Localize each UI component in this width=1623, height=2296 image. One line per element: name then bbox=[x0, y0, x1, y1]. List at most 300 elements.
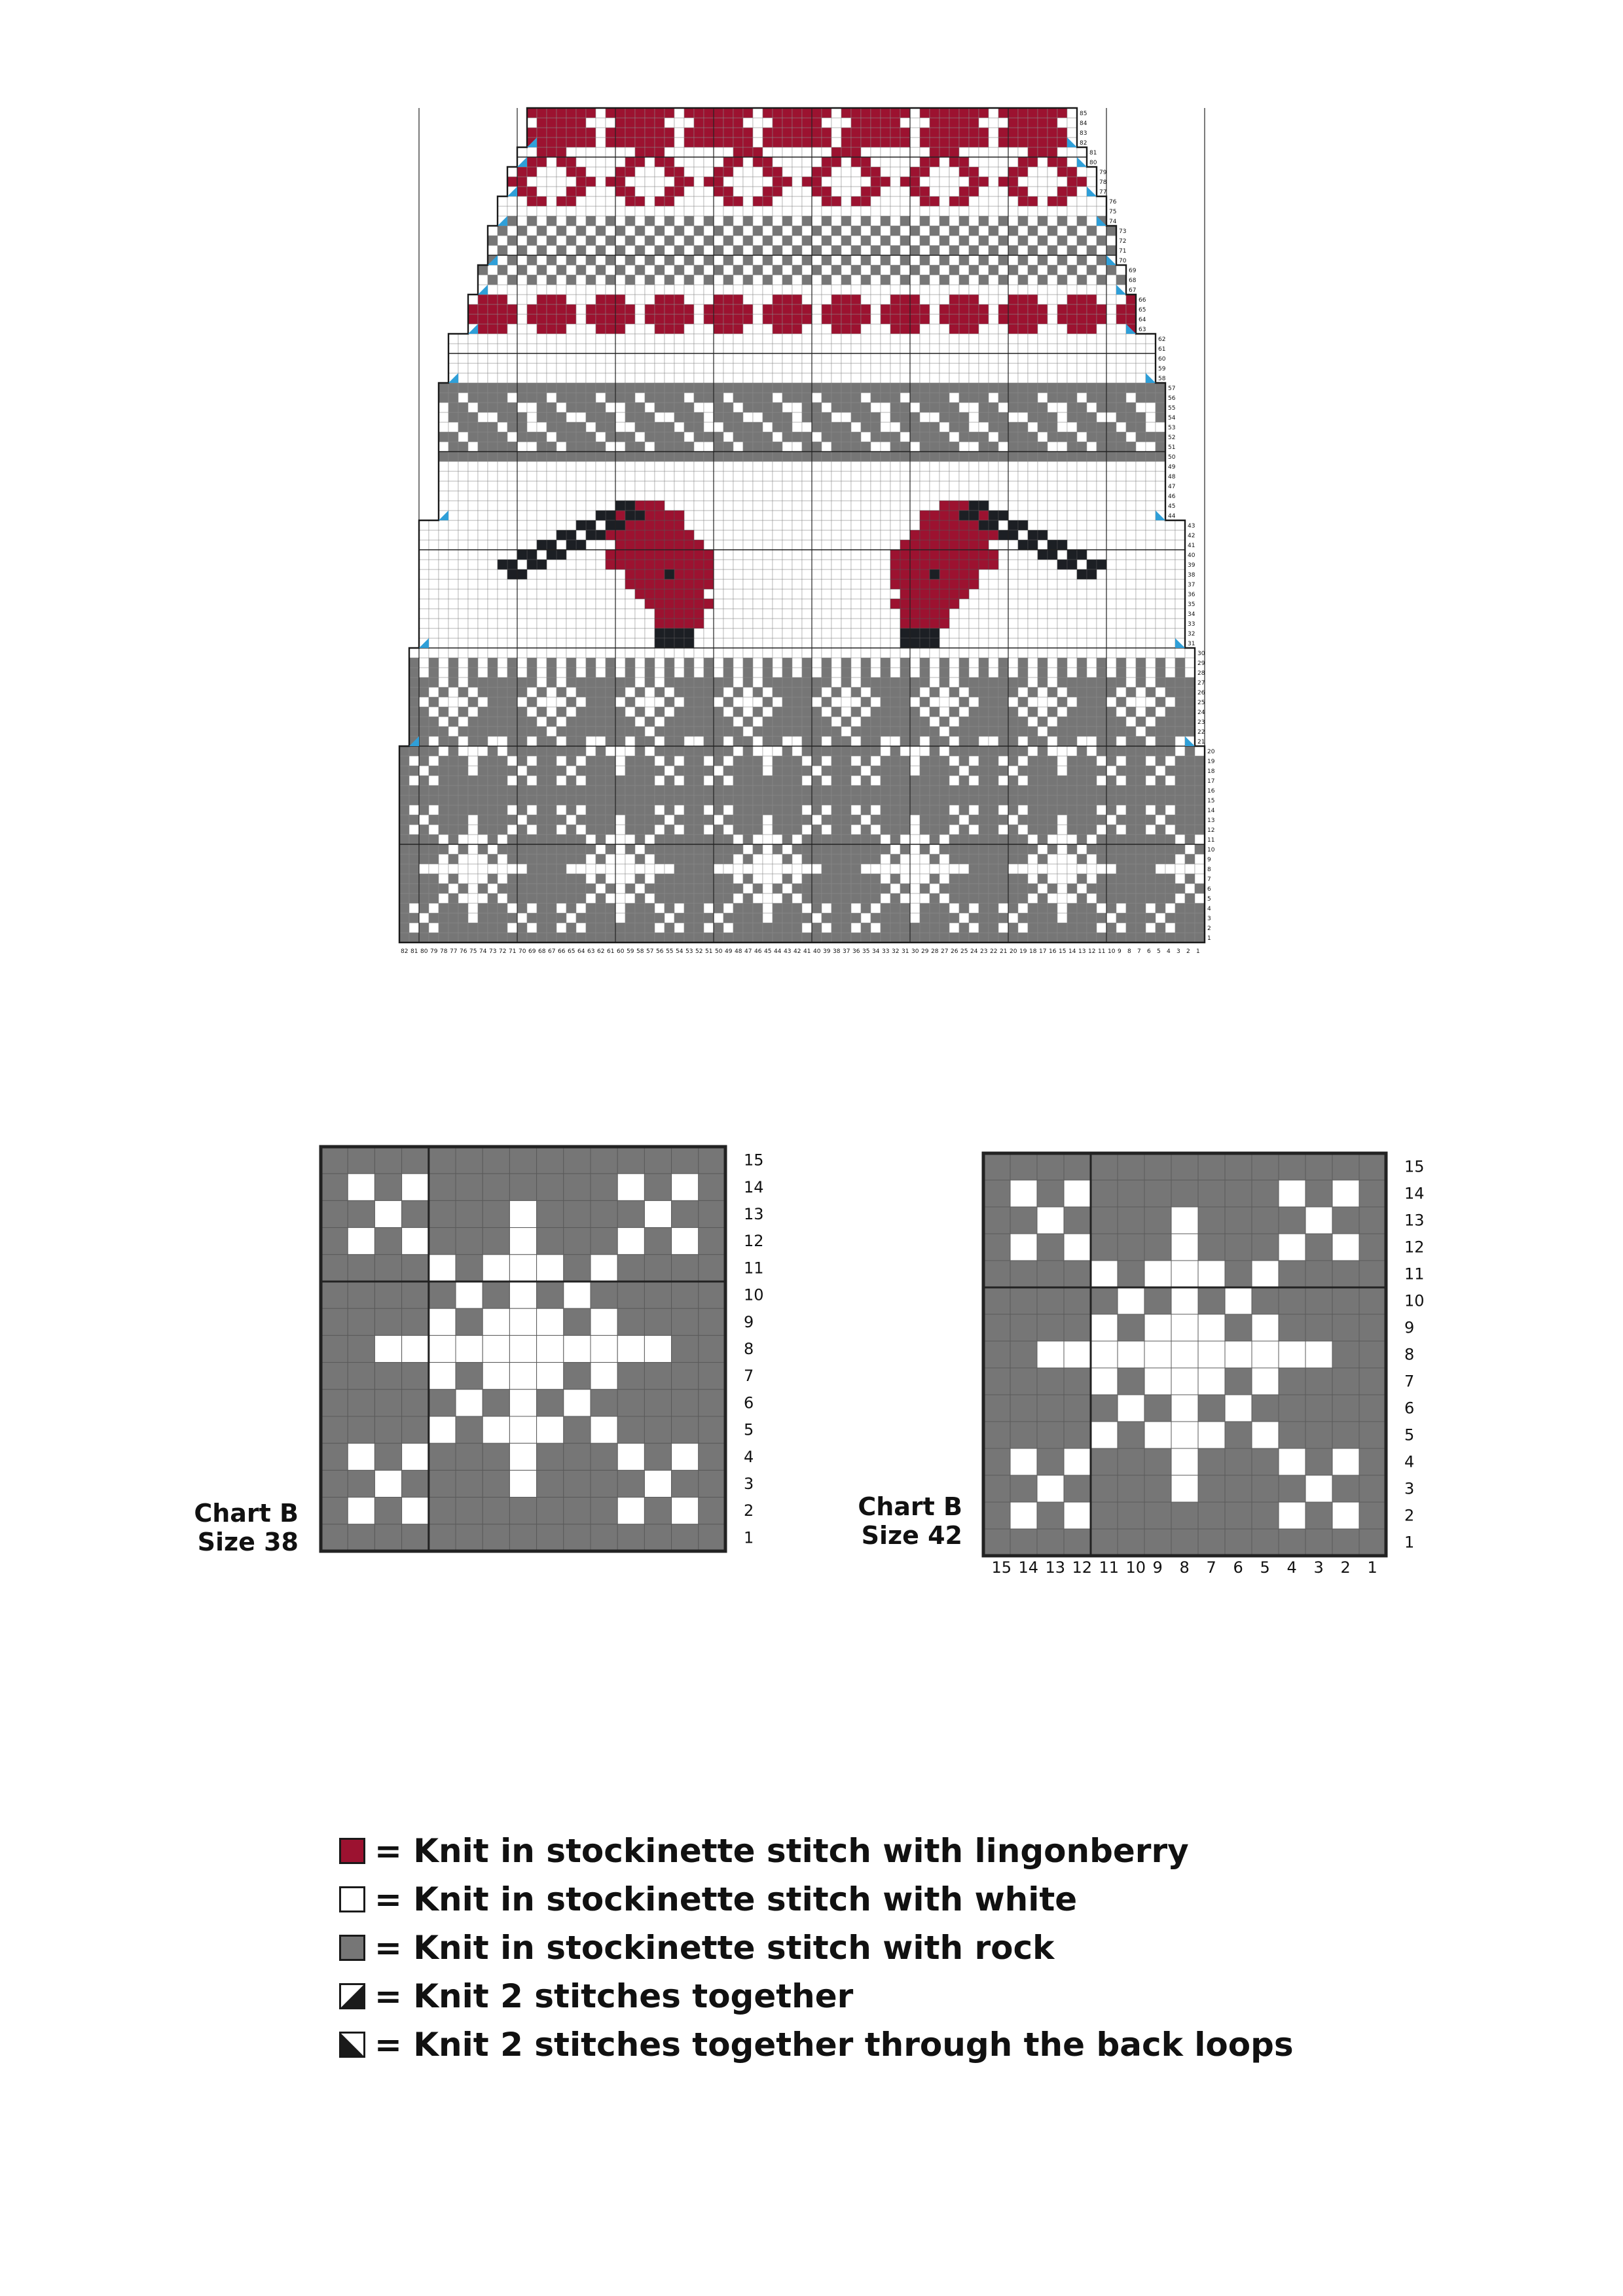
main-chart-stitch bbox=[1008, 619, 1018, 628]
main-chart-stitch bbox=[547, 658, 556, 668]
main-chart-stitch bbox=[1048, 785, 1057, 795]
main-chart-stitch bbox=[498, 697, 507, 707]
main-chart-stitch bbox=[1185, 854, 1195, 864]
main-chart-stitch bbox=[753, 511, 763, 520]
main-chart-stitch bbox=[851, 628, 861, 638]
main-chart-stitch bbox=[704, 638, 714, 648]
main-chart-stitch bbox=[930, 864, 939, 874]
main-chart-stitch bbox=[517, 687, 527, 697]
main-chart-stitch bbox=[448, 550, 458, 560]
main-chart-stitch bbox=[615, 403, 625, 412]
main-chart-stitch bbox=[1038, 353, 1048, 363]
main-chart-stitch bbox=[645, 373, 655, 383]
main-chart-stitch bbox=[488, 923, 498, 933]
main-chart-stitch bbox=[1136, 540, 1146, 550]
main-chart-stitch bbox=[998, 393, 1008, 403]
main-chart-stitch bbox=[1057, 648, 1067, 658]
main-chart-stitch bbox=[733, 893, 743, 903]
main-chart-stitch bbox=[566, 648, 576, 658]
main-chart-stitch bbox=[969, 668, 979, 677]
main-chart-stitch bbox=[812, 805, 822, 815]
main-chart-stitch bbox=[586, 383, 596, 393]
main-chart-stitch bbox=[763, 913, 773, 923]
main-chart-stitch bbox=[704, 511, 714, 520]
main-chart-stitch bbox=[841, 481, 851, 491]
main-chart-stitch bbox=[566, 334, 576, 344]
main-chart-stitch bbox=[743, 668, 753, 677]
main-chart-stitch bbox=[547, 668, 556, 677]
main-chart-stitch bbox=[822, 776, 831, 785]
main-chart-stitch bbox=[478, 579, 488, 589]
main-chart-stitch bbox=[949, 383, 959, 393]
main-chart-stitch bbox=[665, 314, 674, 324]
main-chart-stitch bbox=[949, 776, 959, 785]
main-chart-stitch bbox=[753, 923, 763, 933]
main-chart-stitch bbox=[1136, 687, 1146, 697]
main-chart-stitch bbox=[802, 314, 812, 324]
main-chart-stitch bbox=[517, 383, 527, 393]
main-chart-stitch bbox=[802, 864, 812, 874]
main-chart-stitch bbox=[881, 874, 890, 884]
main-chart-stitch bbox=[989, 628, 998, 638]
main-chart-stitch bbox=[655, 422, 665, 432]
main-chart-stitch bbox=[969, 481, 979, 491]
main-chart-stitch bbox=[448, 579, 458, 589]
main-chart-stitch bbox=[1067, 756, 1077, 766]
main-chart-stitch bbox=[1038, 913, 1048, 923]
main-chart-stitch bbox=[723, 726, 733, 736]
main-chart-stitch bbox=[851, 432, 861, 442]
main-chart-stitch bbox=[439, 471, 448, 481]
main-chart-stitch bbox=[1067, 785, 1077, 795]
main-chart-stitch bbox=[1146, 717, 1156, 726]
main-chart-stitch bbox=[733, 363, 743, 373]
main-chart-stitch bbox=[841, 638, 851, 648]
main-chart-stitch bbox=[939, 834, 949, 844]
main-chart-stitch bbox=[576, 550, 586, 560]
main-chart-stitch bbox=[831, 403, 841, 412]
main-chart-stitch bbox=[507, 795, 517, 805]
main-chart-stitch bbox=[547, 844, 556, 854]
main-chart-stitch bbox=[1165, 579, 1175, 589]
main-chart-stitch bbox=[714, 864, 723, 874]
main-chart-stitch bbox=[939, 785, 949, 795]
main-chart-stitch bbox=[439, 550, 448, 560]
main-chart-stitch bbox=[478, 884, 488, 893]
main-chart-stitch bbox=[478, 736, 488, 746]
main-chart-stitch bbox=[537, 746, 547, 756]
main-chart-stitch bbox=[763, 461, 773, 471]
main-chart-stitch bbox=[498, 481, 507, 491]
main-chart-stitch bbox=[556, 412, 566, 422]
main-chart-stitch bbox=[1106, 795, 1116, 805]
main-chart-stitch bbox=[773, 726, 782, 736]
main-chart-stitch bbox=[1097, 511, 1106, 520]
main-chart-stitch bbox=[782, 383, 792, 393]
main-chart-stitch bbox=[1126, 432, 1136, 442]
main-chart-stitch bbox=[949, 452, 959, 461]
main-chart-stitch bbox=[812, 697, 822, 707]
main-chart-stitch bbox=[851, 756, 861, 766]
main-chart-stitch bbox=[881, 707, 890, 717]
main-chart-stitch bbox=[625, 707, 635, 717]
main-chart-stitch bbox=[704, 452, 714, 461]
main-chart-stitch bbox=[773, 795, 782, 805]
main-chart-stitch bbox=[969, 834, 979, 844]
main-chart-stitch bbox=[586, 589, 596, 599]
main-chart-stitch bbox=[576, 619, 586, 628]
main-chart-stitch bbox=[1126, 766, 1136, 776]
main-chart-stitch bbox=[635, 491, 645, 501]
main-chart-stitch bbox=[831, 569, 841, 579]
main-chart-stitch bbox=[743, 569, 753, 579]
main-chart-stitch bbox=[979, 726, 989, 736]
main-chart-stitch bbox=[890, 403, 900, 412]
main-chart-stitch bbox=[851, 530, 861, 540]
main-chart-stitch bbox=[419, 697, 429, 707]
main-chart-stitch bbox=[674, 677, 684, 687]
main-chart-stitch bbox=[989, 736, 998, 746]
main-chart-stitch bbox=[596, 707, 606, 717]
main-chart-stitch bbox=[468, 569, 478, 579]
main-chart-stitch bbox=[1018, 884, 1028, 893]
main-chart-stitch bbox=[1077, 697, 1087, 707]
main-chart-stitch bbox=[979, 442, 989, 452]
main-chart-stitch bbox=[468, 334, 478, 344]
main-chart-stitch bbox=[1067, 599, 1077, 609]
main-chart-stitch bbox=[1038, 344, 1048, 353]
main-chart-stitch bbox=[1048, 756, 1057, 766]
main-chart-stitch bbox=[1028, 560, 1038, 569]
main-chart-stitch bbox=[782, 687, 792, 697]
main-chart-stitch bbox=[409, 805, 419, 815]
main-chart-stitch bbox=[468, 344, 478, 353]
main-chart-stitch bbox=[900, 373, 910, 383]
main-chart-stitch bbox=[1008, 707, 1018, 717]
main-chart-stitch bbox=[547, 697, 556, 707]
main-chart-stitch bbox=[1077, 481, 1087, 491]
main-chart-stitch bbox=[822, 452, 831, 461]
main-chart-stitch bbox=[1077, 471, 1087, 481]
main-chart-stitch bbox=[1165, 844, 1175, 854]
main-chart-stitch bbox=[1106, 422, 1116, 432]
main-chart-stitch bbox=[910, 736, 920, 746]
main-chart-stitch bbox=[802, 471, 812, 481]
main-chart-stitch bbox=[782, 923, 792, 933]
main-chart-stitch bbox=[419, 717, 429, 726]
main-chart-stitch bbox=[802, 589, 812, 599]
main-chart-stitch bbox=[1097, 334, 1106, 344]
main-chart-stitch bbox=[1087, 511, 1097, 520]
main-chart-stitch bbox=[1018, 913, 1028, 923]
main-chart-stitch bbox=[910, 933, 920, 942]
main-chart-stitch bbox=[1008, 844, 1018, 854]
main-chart-stitch bbox=[684, 373, 694, 383]
main-chart-stitch bbox=[409, 884, 419, 893]
main-chart-stitch bbox=[1165, 648, 1175, 658]
main-chart-stitch bbox=[1165, 717, 1175, 726]
main-chart-stitch bbox=[1146, 844, 1156, 854]
main-chart-stitch bbox=[478, 383, 488, 393]
main-chart-stitch bbox=[1136, 648, 1146, 658]
main-chart-stitch bbox=[979, 628, 989, 638]
main-chart-stitch bbox=[743, 766, 753, 776]
main-chart-stitch bbox=[537, 697, 547, 707]
main-chart-stitch bbox=[537, 668, 547, 677]
main-chart-stitch bbox=[812, 834, 822, 844]
main-chart-stitch bbox=[1156, 599, 1165, 609]
main-chart-stitch bbox=[645, 432, 655, 442]
main-chart-stitch bbox=[930, 785, 939, 795]
main-chart-stitch bbox=[684, 491, 694, 501]
main-chart-stitch bbox=[1126, 540, 1136, 550]
main-chart-stitch bbox=[900, 461, 910, 471]
main-chart-stitch bbox=[537, 805, 547, 815]
main-chart-stitch bbox=[714, 432, 723, 442]
main-chart-stitch bbox=[655, 677, 665, 687]
main-chart-stitch bbox=[1146, 658, 1156, 668]
main-chart-stitch bbox=[537, 481, 547, 491]
main-chart-stitch bbox=[517, 412, 527, 422]
main-chart-stitch bbox=[645, 687, 655, 697]
main-chart-stitch bbox=[1195, 864, 1205, 874]
main-chart-stitch bbox=[910, 795, 920, 805]
main-chart-stitch bbox=[733, 442, 743, 452]
main-chart-stitch bbox=[890, 471, 900, 481]
main-chart-stitch bbox=[478, 363, 488, 373]
main-chart-stitch bbox=[979, 903, 989, 913]
main-chart-stitch bbox=[566, 569, 576, 579]
main-chart-stitch bbox=[841, 834, 851, 844]
main-chart-stitch bbox=[694, 893, 704, 903]
main-chart-stitch bbox=[1175, 599, 1185, 609]
main-chart-stitch bbox=[704, 422, 714, 432]
main-chart-stitch bbox=[655, 658, 665, 668]
main-chart-stitch bbox=[1165, 697, 1175, 707]
main-chart-stitch bbox=[1126, 658, 1136, 668]
main-chart-stitch bbox=[1097, 874, 1106, 884]
main-chart-stitch bbox=[468, 668, 478, 677]
main-chart-stitch bbox=[409, 834, 419, 844]
main-chart-stitch bbox=[1106, 864, 1116, 874]
main-chart-stitch bbox=[635, 442, 645, 452]
main-chart-stitch bbox=[1116, 756, 1126, 766]
main-chart-stitch bbox=[861, 560, 871, 569]
main-chart-stitch bbox=[665, 491, 674, 501]
main-chart-stitch bbox=[743, 717, 753, 726]
main-chart-stitch bbox=[498, 579, 507, 589]
main-chart-stitch bbox=[733, 334, 743, 344]
main-chart-stitch bbox=[861, 373, 871, 383]
main-chart-stitch bbox=[704, 717, 714, 726]
main-chart-stitch bbox=[743, 422, 753, 432]
main-chart-stitch bbox=[665, 403, 674, 412]
main-chart-stitch bbox=[969, 893, 979, 903]
main-chart-stitch bbox=[468, 776, 478, 785]
main-chart-stitch bbox=[871, 844, 881, 854]
main-chart-stitch bbox=[979, 795, 989, 805]
main-chart-stitch bbox=[753, 471, 763, 481]
main-chart-stitch bbox=[615, 383, 625, 393]
main-chart-stitch bbox=[606, 864, 615, 874]
main-chart-stitch bbox=[498, 923, 507, 933]
main-chart-stitch bbox=[596, 452, 606, 461]
main-chart-stitch bbox=[969, 913, 979, 923]
main-chart-stitch bbox=[733, 933, 743, 942]
main-chart-stitch bbox=[468, 893, 478, 903]
main-chart-stitch bbox=[989, 540, 998, 550]
main-chart-stitch bbox=[478, 834, 488, 844]
main-chart-stitch bbox=[1087, 403, 1097, 412]
main-chart-stitch bbox=[900, 795, 910, 805]
main-chart-stitch bbox=[861, 344, 871, 353]
main-chart-stitch bbox=[1028, 874, 1038, 884]
main-chart-stitch bbox=[645, 668, 655, 677]
main-chart-stitch bbox=[1077, 844, 1087, 854]
main-chart-stitch bbox=[547, 766, 556, 776]
main-chart-stitch bbox=[1136, 864, 1146, 874]
main-chart-stitch bbox=[939, 697, 949, 707]
main-chart-stitch bbox=[831, 422, 841, 432]
main-chart-stitch bbox=[527, 540, 537, 550]
main-chart-stitch bbox=[861, 795, 871, 805]
main-chart-stitch bbox=[1038, 854, 1048, 864]
main-chart-stitch bbox=[989, 569, 998, 579]
main-chart-stitch bbox=[1057, 373, 1067, 383]
main-chart-stitch bbox=[1175, 628, 1185, 638]
main-chart-stitch bbox=[1175, 913, 1185, 923]
main-chart-stitch bbox=[763, 746, 773, 756]
main-chart-stitch bbox=[498, 353, 507, 363]
main-chart-stitch bbox=[1018, 589, 1028, 599]
main-chart-stitch bbox=[458, 834, 468, 844]
main-chart-stitch bbox=[1018, 795, 1028, 805]
main-chart-stitch bbox=[507, 903, 517, 913]
main-chart-stitch bbox=[910, 373, 920, 383]
main-chart-stitch bbox=[1087, 726, 1097, 736]
main-chart-stitch bbox=[1097, 923, 1106, 933]
main-chart-stitch bbox=[831, 687, 841, 697]
main-chart-stitch bbox=[507, 874, 517, 884]
main-chart-stitch bbox=[812, 501, 822, 511]
main-chart-stitch bbox=[537, 363, 547, 373]
main-chart-stitch bbox=[782, 766, 792, 776]
main-chart-stitch bbox=[458, 648, 468, 658]
main-chart-stitch bbox=[606, 403, 615, 412]
main-chart-stitch bbox=[812, 795, 822, 805]
main-chart-stitch bbox=[704, 363, 714, 373]
main-chart-stitch bbox=[429, 825, 439, 834]
main-chart-stitch bbox=[1175, 658, 1185, 668]
main-chart-stitch bbox=[930, 844, 939, 854]
main-chart-stitch bbox=[861, 579, 871, 589]
main-chart-stitch bbox=[694, 825, 704, 834]
main-chart-stitch bbox=[841, 795, 851, 805]
main-chart-stitch bbox=[1048, 923, 1057, 933]
main-chart-stitch bbox=[527, 501, 537, 511]
main-chart-stitch bbox=[743, 373, 753, 383]
main-chart-stitch bbox=[439, 933, 448, 942]
main-chart-stitch bbox=[665, 334, 674, 344]
main-chart-stitch bbox=[419, 520, 429, 530]
main-chart-stitch bbox=[458, 403, 468, 412]
main-chart-stitch bbox=[704, 393, 714, 403]
main-chart-stitch bbox=[763, 314, 773, 324]
main-chart-stitch bbox=[822, 884, 831, 893]
main-chart-stitch bbox=[831, 726, 841, 736]
main-chart-stitch bbox=[1136, 766, 1146, 776]
main-chart-stitch bbox=[1165, 707, 1175, 717]
main-chart-stitch bbox=[969, 658, 979, 668]
main-chart-stitch bbox=[714, 461, 723, 471]
main-chart-stitch bbox=[429, 579, 439, 589]
main-chart-stitch bbox=[586, 726, 596, 736]
main-chart-stitch bbox=[959, 746, 969, 756]
main-chart-stitch bbox=[1067, 815, 1077, 825]
main-chart-stitch bbox=[625, 412, 635, 422]
main-chart-stitch bbox=[930, 726, 939, 736]
main-chart-stitch bbox=[763, 677, 773, 687]
main-chart-stitch bbox=[586, 569, 596, 579]
main-chart-stitch bbox=[488, 520, 498, 530]
main-chart-stitch bbox=[1018, 717, 1028, 726]
main-chart-stitch bbox=[507, 304, 517, 314]
main-chart-stitch bbox=[468, 550, 478, 560]
main-chart-stitch bbox=[939, 854, 949, 864]
main-chart-stitch bbox=[645, 442, 655, 452]
main-chart-stitch bbox=[1077, 324, 1087, 334]
main-chart-stitch bbox=[694, 393, 704, 403]
main-chart-stitch bbox=[439, 903, 448, 913]
main-chart-stitch bbox=[527, 844, 537, 854]
main-chart-stitch bbox=[498, 668, 507, 677]
main-chart-stitch bbox=[979, 874, 989, 884]
main-chart-stitch bbox=[773, 628, 782, 638]
main-chart-stitch bbox=[665, 668, 674, 677]
main-chart-stitch bbox=[635, 687, 645, 697]
main-chart-stitch bbox=[1126, 619, 1136, 628]
main-chart-stitch bbox=[822, 864, 831, 874]
main-chart-stitch bbox=[881, 412, 890, 422]
main-chart-stitch bbox=[606, 658, 615, 668]
main-chart-stitch bbox=[478, 353, 488, 363]
main-chart-stitch bbox=[773, 619, 782, 628]
main-chart-stitch bbox=[733, 677, 743, 687]
main-chart-stitch bbox=[458, 334, 468, 344]
main-chart-stitch bbox=[1116, 638, 1126, 648]
main-chart-stitch bbox=[527, 638, 537, 648]
main-chart-stitch bbox=[998, 648, 1008, 658]
main-chart-stitch bbox=[419, 746, 429, 756]
main-chart-stitch bbox=[488, 432, 498, 442]
main-chart-stitch bbox=[439, 491, 448, 501]
main-chart-stitch bbox=[920, 481, 930, 491]
main-chart-stitch bbox=[1028, 795, 1038, 805]
main-chart-stitch bbox=[1077, 353, 1087, 363]
main-chart-stitch bbox=[802, 324, 812, 334]
main-chart-stitch bbox=[694, 491, 704, 501]
main-chart-stitch bbox=[665, 707, 674, 717]
main-chart-stitch bbox=[635, 834, 645, 844]
main-chart-stitch bbox=[468, 619, 478, 628]
main-chart-stitch bbox=[517, 609, 527, 619]
main-chart-stitch bbox=[1106, 687, 1116, 697]
main-chart-stitch bbox=[851, 854, 861, 864]
main-chart-stitch bbox=[841, 933, 851, 942]
main-chart-stitch bbox=[478, 844, 488, 854]
main-chart-stitch bbox=[1165, 638, 1175, 648]
main-chart-stitch bbox=[1156, 452, 1165, 461]
